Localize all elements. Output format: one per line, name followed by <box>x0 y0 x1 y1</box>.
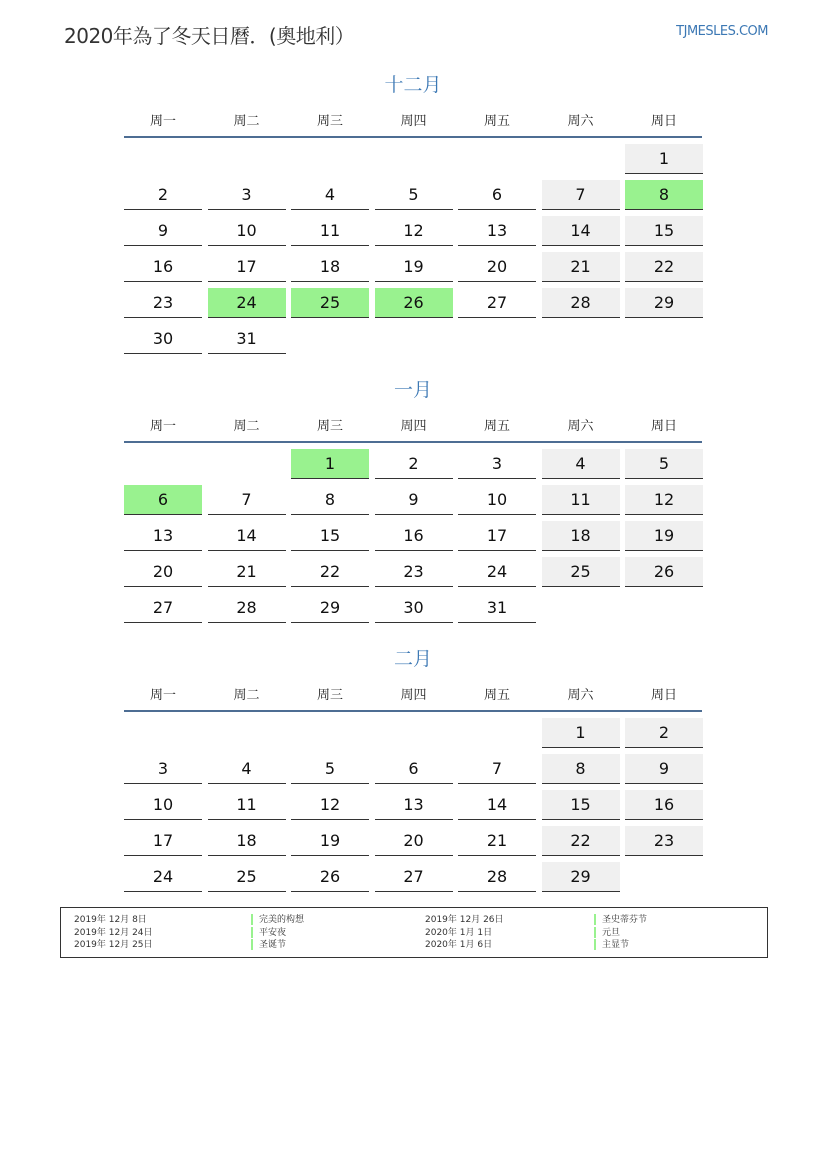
day-cell: 30 <box>375 593 453 623</box>
day-cell: 9 <box>124 216 202 246</box>
month-title: 十二月 <box>384 74 442 96</box>
day-cell: 8 <box>625 180 703 210</box>
legend-holiday: 圣诞节 <box>259 940 287 950</box>
day-cell: 5 <box>375 180 453 210</box>
day-cell: 9 <box>375 485 453 515</box>
day-cell: 10 <box>208 216 286 246</box>
day-cell: 24 <box>208 288 286 318</box>
header-rule <box>124 441 702 443</box>
legend-holiday: 完美的构想 <box>259 915 305 925</box>
day-cell: 11 <box>291 216 369 246</box>
day-cell: 26 <box>625 557 703 587</box>
day-cell: 28 <box>542 288 620 318</box>
day-cell: 17 <box>208 252 286 282</box>
month-title: 一月 <box>393 379 432 401</box>
day-cell: 1 <box>542 718 620 748</box>
day-cell: 18 <box>291 252 369 282</box>
day-cell: 8 <box>291 485 369 515</box>
day-cell: 3 <box>208 180 286 210</box>
day-cell: 27 <box>124 593 202 623</box>
day-cell: 5 <box>625 449 703 479</box>
legend-names-1 <box>259 914 304 952</box>
day-cell: 5 <box>291 754 369 784</box>
day-cell: 27 <box>458 288 536 318</box>
weekday-header: 周六 <box>567 114 594 129</box>
day-cell: 30 <box>124 324 202 354</box>
legend-dates-2 <box>425 914 504 952</box>
day-cell: 15 <box>291 521 369 551</box>
legend-holiday: 圣史蒂芬节 <box>602 915 648 925</box>
weekday-header: 周四 <box>400 114 427 129</box>
legend-holiday: 平安夜 <box>259 927 287 938</box>
legend-date: 2019年 12月 24日 <box>74 927 153 938</box>
day-cell: 29 <box>625 288 703 318</box>
day-cell: 26 <box>291 862 369 892</box>
legend-date: 2019年 12月 26日 <box>425 915 504 925</box>
day-cell: 4 <box>208 754 286 784</box>
day-cell: 12 <box>291 790 369 820</box>
day-cell: 14 <box>542 216 620 246</box>
legend-color-bar <box>251 914 253 952</box>
day-cell: 31 <box>458 593 536 623</box>
day-cell: 23 <box>375 557 453 587</box>
day-cell: 21 <box>542 252 620 282</box>
day-cell: 2 <box>375 449 453 479</box>
day-cell: 28 <box>458 862 536 892</box>
day-cell: 25 <box>291 288 369 318</box>
day-cell: 7 <box>542 180 620 210</box>
legend-holiday: 主显节 <box>602 940 630 950</box>
legend-date: 2019年 12月 8日 <box>74 915 147 925</box>
weekday-header: 周日 <box>650 114 677 129</box>
day-cell: 4 <box>542 449 620 479</box>
day-cell: 12 <box>375 216 453 246</box>
day-cell: 9 <box>625 754 703 784</box>
header-rule <box>124 136 702 138</box>
day-cell: 20 <box>124 557 202 587</box>
weekday-header: 周三 <box>316 688 343 703</box>
day-cell: 15 <box>625 216 703 246</box>
day-cell: 16 <box>124 252 202 282</box>
weekday-header: 周六 <box>567 688 594 703</box>
day-cell: 6 <box>375 754 453 784</box>
day-cell: 20 <box>375 826 453 856</box>
day-cell: 29 <box>542 862 620 892</box>
weekday-header: 周六 <box>567 419 594 434</box>
day-cell: 22 <box>542 826 620 856</box>
day-cell: 18 <box>208 826 286 856</box>
day-cell: 10 <box>458 485 536 515</box>
day-cell: 27 <box>375 862 453 892</box>
day-cell: 20 <box>458 252 536 282</box>
weekday-header: 周二 <box>233 688 260 703</box>
weekday-header: 周五 <box>483 688 510 703</box>
day-cell: 6 <box>124 485 202 515</box>
day-cell: 25 <box>208 862 286 892</box>
legend-names-2 <box>602 914 647 952</box>
weekday-header: 周一 <box>149 688 176 703</box>
day-cell: 19 <box>375 252 453 282</box>
day-cell: 28 <box>208 593 286 623</box>
day-cell: 16 <box>625 790 703 820</box>
weekday-header: 周三 <box>316 114 343 129</box>
day-cell: 29 <box>291 593 369 623</box>
legend-color-bar <box>594 914 596 952</box>
day-cell: 8 <box>542 754 620 784</box>
day-cell: 1 <box>625 144 703 174</box>
day-cell: 19 <box>291 826 369 856</box>
site-link[interactable]: TJMESLES.COM <box>676 24 768 39</box>
day-cell: 4 <box>291 180 369 210</box>
day-cell: 18 <box>542 521 620 551</box>
legend-date: 2020年 1月 1日 <box>425 927 493 938</box>
day-cell: 19 <box>625 521 703 551</box>
legend-holiday: 元旦 <box>602 927 621 938</box>
weekday-header: 周四 <box>400 419 427 434</box>
weekday-header: 周三 <box>316 419 343 434</box>
day-cell: 12 <box>625 485 703 515</box>
day-cell: 6 <box>458 180 536 210</box>
day-cell: 3 <box>458 449 536 479</box>
day-cell: 25 <box>542 557 620 587</box>
day-cell: 13 <box>375 790 453 820</box>
weekday-header: 周一 <box>149 419 176 434</box>
weekday-header: 周五 <box>483 419 510 434</box>
day-cell: 14 <box>458 790 536 820</box>
day-cell: 21 <box>208 557 286 587</box>
day-cell: 2 <box>124 180 202 210</box>
legend-date: 2020年 1月 6日 <box>425 940 493 950</box>
day-cell: 17 <box>124 826 202 856</box>
legend-dates-1 <box>74 914 153 952</box>
day-cell: 13 <box>458 216 536 246</box>
day-cell: 31 <box>208 324 286 354</box>
day-cell: 24 <box>458 557 536 587</box>
day-cell: 22 <box>625 252 703 282</box>
page-title: 2020年為了冬天日曆．(奧地利） <box>64 24 355 48</box>
day-cell: 15 <box>542 790 620 820</box>
holiday-legend <box>60 907 768 958</box>
day-cell: 23 <box>124 288 202 318</box>
day-cell: 7 <box>208 485 286 515</box>
day-cell: 1 <box>291 449 369 479</box>
day-cell: 3 <box>124 754 202 784</box>
weekday-header: 周二 <box>233 114 260 129</box>
day-cell: 14 <box>208 521 286 551</box>
day-cell: 17 <box>458 521 536 551</box>
day-cell: 2 <box>625 718 703 748</box>
weekday-header: 周日 <box>650 419 677 434</box>
day-cell: 11 <box>542 485 620 515</box>
day-cell: 22 <box>291 557 369 587</box>
weekday-header: 周五 <box>483 114 510 129</box>
header-rule <box>124 710 702 712</box>
month-title: 二月 <box>393 648 432 670</box>
day-cell: 13 <box>124 521 202 551</box>
weekday-header: 周四 <box>400 688 427 703</box>
weekday-header: 周一 <box>149 114 176 129</box>
day-cell: 23 <box>625 826 703 856</box>
day-cell: 10 <box>124 790 202 820</box>
day-cell: 24 <box>124 862 202 892</box>
day-cell: 26 <box>375 288 453 318</box>
day-cell: 21 <box>458 826 536 856</box>
weekday-header: 周二 <box>233 419 260 434</box>
day-cell: 11 <box>208 790 286 820</box>
weekday-header: 周日 <box>650 688 677 703</box>
day-cell: 16 <box>375 521 453 551</box>
day-cell: 7 <box>458 754 536 784</box>
legend-date: 2019年 12月 25日 <box>74 940 153 950</box>
